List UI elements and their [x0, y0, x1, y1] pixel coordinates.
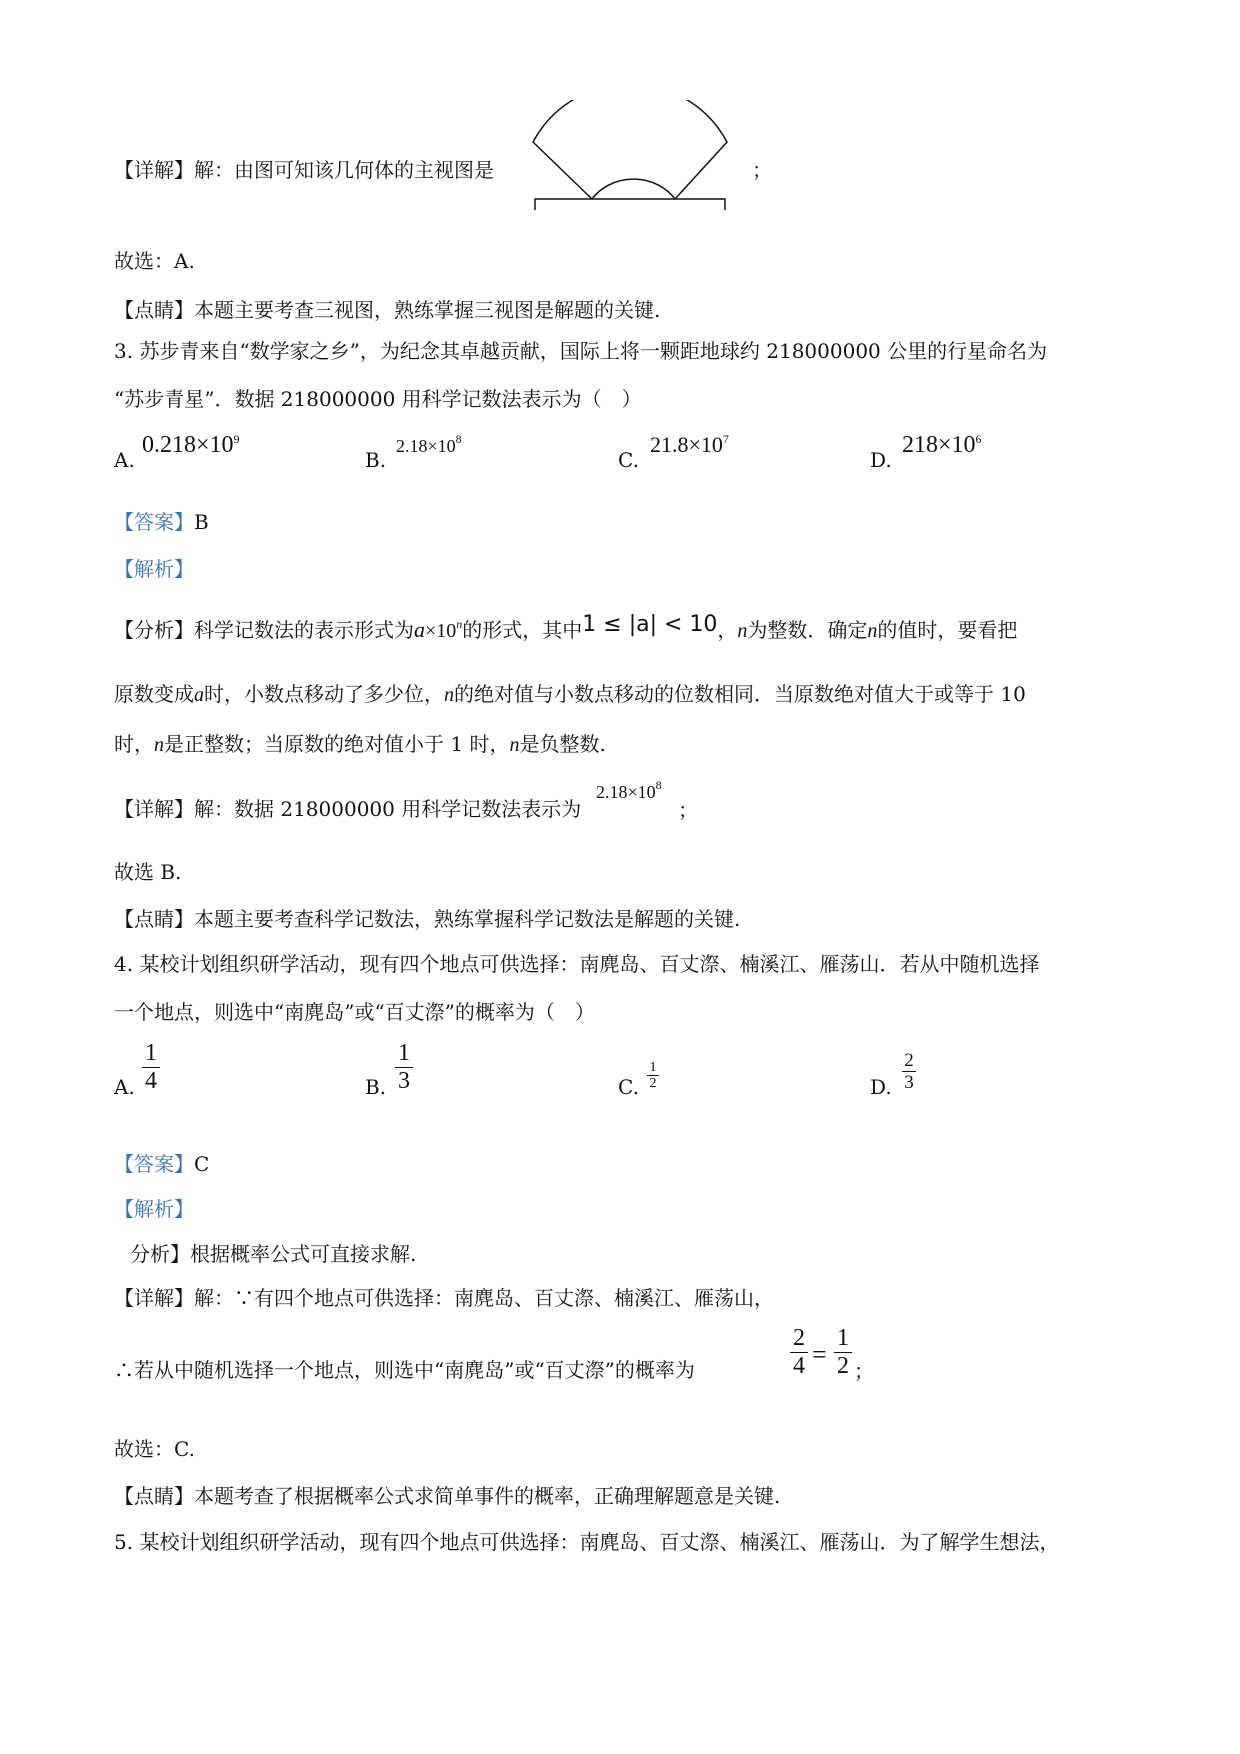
q3-stem-line1: 3. 苏步青来自“数学家之乡”，为纪念其卓越贡献，国际上将一颗距地球约 218000000 公里的行星命名为	[114, 339, 1048, 363]
q3-option-d-exp: 6	[975, 432, 982, 446]
q3-option-c-times: ×10	[688, 432, 723, 457]
q2-comment: 【点睛】本题主要考查三视图，熟练掌握三视图是解题的关键.	[114, 298, 661, 322]
q4-comment: 【点睛】本题考查了根据概率公式求简单事件的概率，正确理解题意是关键.	[114, 1484, 781, 1508]
q4-detail-line2	[114, 1356, 695, 1384]
q3-option-d-letter: D.	[870, 448, 892, 472]
q4-option-d-fraction	[902, 1050, 916, 1093]
fan-base-rect	[535, 199, 725, 210]
q4-detail-fraction2	[834, 1325, 852, 1380]
q3-analysis-p2-b: 时，小数点移动了多少位，	[204, 682, 444, 706]
q2-detail-text: 【详解】解：由图可知该几何体的主视图是	[114, 158, 494, 182]
q4-option-a-fraction	[142, 1040, 160, 1095]
q3-option-a[interactable]	[114, 446, 135, 474]
q4-option-a-den: 4	[145, 1068, 157, 1094]
q3-detail-math-exp: 8	[655, 778, 662, 792]
q3-option-c-math	[650, 432, 729, 458]
q3-option-c-letter: C.	[618, 448, 639, 472]
q3-analysis-math-n: n	[456, 617, 463, 631]
q3-answer-label: 【答案】	[114, 510, 194, 534]
q3-option-a-math	[142, 432, 240, 459]
q3-comment: 【点睛】本题主要考查科学记数法，熟练掌握科学记数法是解题的关键.	[114, 907, 741, 931]
q4-detail-frac2-den: 2	[837, 1353, 849, 1379]
q4-detail-semicolon: ；	[854, 1359, 874, 1383]
q4-option-a-letter: A.	[114, 1075, 135, 1099]
q3-option-c[interactable]	[618, 446, 639, 474]
q3-analysis-text-d: 为整数．确定	[747, 618, 868, 642]
q3-option-a-mantissa: 0.218	[142, 432, 196, 458]
q4-stem-line2: 一个地点，则选中“南麂岛”或“百丈漈”的概率为（ ）	[114, 1000, 595, 1024]
q3-option-a-exp: 9	[233, 432, 240, 446]
q3-option-b-mantissa: 2.18	[396, 436, 428, 456]
q3-analysis-line3	[114, 730, 606, 759]
q3-detail	[114, 795, 581, 823]
q3-option-d[interactable]	[870, 446, 892, 474]
q4-detail-fraction1	[790, 1325, 808, 1380]
q3-analysis-text-c: ，	[717, 618, 738, 642]
q3-analysis-text-b: 的形式，其中	[462, 618, 583, 642]
q4-option-b-num: 1	[398, 1040, 410, 1066]
q4-stem-line1: 4. 某校计划组织研学活动，现有四个地点可供选择：南麂岛、百丈漈、楠溪江、雁荡山．若从中随机选择	[114, 952, 1040, 976]
q3-option-d-times: ×10	[938, 432, 976, 458]
q4-answer	[114, 1150, 209, 1178]
q3-option-c-exp: 7	[722, 432, 729, 446]
q3-answer-value: B	[194, 510, 209, 534]
q3-analysis-p3-b: 是正整数；当原数的绝对值小于 1 时，	[164, 732, 510, 756]
q3-answer	[114, 508, 209, 536]
q3-analysis-math-times: ×10	[425, 620, 457, 642]
q4-option-d[interactable]	[870, 1073, 892, 1101]
q3-detail-math-base: 2.18×10	[596, 782, 656, 802]
q3-option-a-times: ×10	[196, 432, 234, 458]
q4-option-d-num: 2	[904, 1050, 914, 1071]
q4-detail-line2-text: ∴若从中随机选择一个地点，则选中“南麂岛”或“百丈漈”的概率为	[114, 1358, 695, 1382]
q3-analysis-math-a: a	[414, 617, 425, 642]
q3-analysis-text-a: 【分析】科学记数法的表示形式为	[114, 618, 414, 642]
q3-detail-text: 【详解】解：数据 218000000 用科学记数法表示为	[114, 797, 582, 821]
q3-analysis-p3-n: n	[154, 734, 164, 756]
q3-option-a-letter: A.	[114, 448, 135, 472]
q4-option-b-fraction	[395, 1040, 413, 1095]
q4-option-a-num: 1	[145, 1040, 157, 1066]
q3-choice: 故选 B.	[114, 860, 182, 884]
q4-option-b[interactable]	[365, 1073, 386, 1101]
q4-option-c-den: 2	[649, 1076, 657, 1091]
q3-option-d-mantissa: 218	[902, 432, 938, 458]
q3-detail-math	[596, 778, 662, 803]
q3-option-b-times: ×10	[427, 436, 456, 456]
q4-option-c-fraction	[647, 1060, 659, 1091]
q4-detail-line1: 【详解】解：∵有四个地点可供选择：南麂岛、百丈漈、楠溪江、雁荡山，	[114, 1286, 774, 1310]
q3-stem-line2: “苏步青星”．数据 218000000 用科学记数法表示为（ ）	[114, 387, 642, 411]
q4-option-b-letter: B.	[365, 1075, 387, 1099]
q4-option-d-den: 3	[904, 1072, 914, 1093]
q3-detail-semicolon: ；	[678, 798, 698, 822]
q4-detail-frac1-num: 2	[793, 1325, 805, 1351]
q4-analysis: 分析】根据概率公式可直接求解.	[130, 1242, 417, 1266]
q4-answer-label: 【答案】	[114, 1152, 194, 1176]
q4-detail-frac1-den: 4	[793, 1353, 805, 1379]
q3-analysis-label: 【解析】	[114, 557, 194, 581]
q5-stem-line1: 5. 某校计划组织研学活动，现有四个地点可供选择：南麂岛、百丈漈、楠溪江、雁荡山．为了解学生想法，	[114, 1530, 1060, 1554]
q3-analysis-line2	[114, 680, 1026, 709]
q2-choice: 故选：A.	[114, 249, 195, 273]
q2-detail-semicolon: ；	[752, 158, 772, 182]
q4-detail-frac2-num: 1	[837, 1325, 849, 1351]
fan-outer-arc	[533, 100, 727, 199]
q4-detail-equals: =	[812, 1340, 827, 1369]
q2-detail-line	[114, 156, 494, 184]
q3-analysis-n: n	[737, 620, 748, 642]
fan-front-view-figure	[530, 100, 730, 210]
q3-analysis-line1	[114, 612, 1018, 647]
q4-option-b-den: 3	[398, 1068, 410, 1094]
q3-option-b[interactable]	[365, 446, 386, 474]
q4-answer-value: C	[194, 1152, 210, 1176]
q4-option-c-letter: C.	[618, 1075, 639, 1099]
q3-option-c-mantissa: 21.8	[650, 432, 689, 457]
q3-analysis-n2: n	[867, 620, 878, 642]
q3-option-b-letter: B.	[365, 448, 387, 472]
q4-analysis-label: 【解析】	[114, 1197, 194, 1221]
q3-detail-after	[678, 796, 698, 824]
q4-option-c[interactable]	[618, 1073, 639, 1101]
q4-option-d-letter: D.	[870, 1075, 892, 1099]
q3-analysis-text-e: 的值时，要看把	[877, 618, 1018, 642]
fan-inner-arc	[592, 179, 675, 199]
q2-detail-after	[752, 156, 772, 184]
q4-detail-after	[854, 1357, 874, 1385]
q3-analysis-p3-n2: n	[509, 734, 520, 756]
q3-analysis-p3-c: 是负整数.	[519, 732, 606, 756]
q3-analysis-p2-c: 的绝对值与小数点移动的位数相同．当原数绝对值大于或等于 10	[454, 682, 1026, 706]
q4-choice: 故选：C.	[114, 1437, 195, 1461]
q3-option-b-math	[396, 432, 462, 457]
q4-option-a[interactable]	[114, 1073, 135, 1101]
q3-analysis-p3-a: 时，	[114, 732, 154, 756]
q4-option-c-num: 1	[649, 1060, 657, 1075]
q3-analysis-inequality: 1 ≤ |a| < 10	[582, 612, 718, 637]
q3-analysis-p2-avar: a	[194, 684, 204, 706]
q3-analysis-p2-a: 原数变成	[114, 682, 194, 706]
q3-analysis-p2-n: n	[444, 684, 454, 706]
q3-option-b-exp: 8	[455, 432, 462, 446]
q3-option-d-math	[902, 432, 982, 459]
